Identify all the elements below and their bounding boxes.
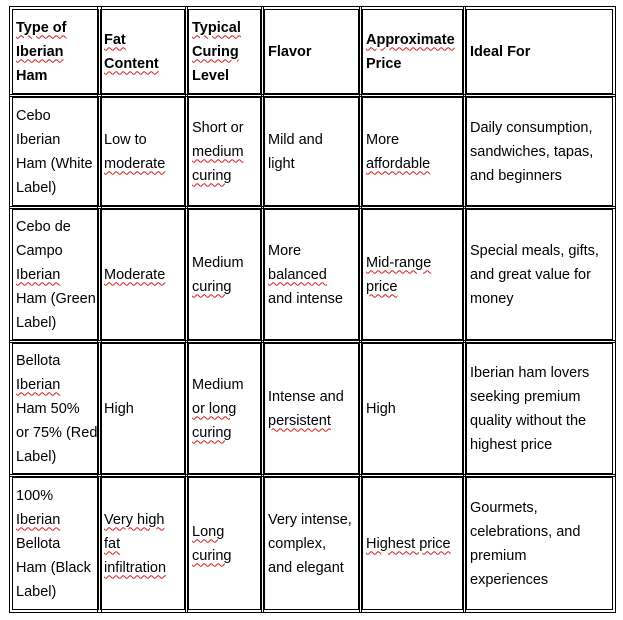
cell-text-line: price [366,278,398,295]
cell-text-line: Typical [192,19,241,36]
cell-text-line: money [470,290,514,307]
ham-comparison-table [8,8,616,614]
cell-text-line: highest price [470,436,553,453]
cell-text-line: High [366,400,396,417]
cell-text-line: balanced [268,266,327,283]
cell-text-line: Fat [104,31,126,48]
cell-text-line: and beginners [470,167,562,184]
cell-text-line: Medium [192,254,244,271]
fat-content-header [100,9,185,94]
cell-text-line: Bellota [16,352,61,369]
cell-text-line: Level [192,67,230,84]
cell-text-line: quality without the [470,412,587,429]
cell-text-line: sandwiches, tapas, [470,143,594,160]
cell-text-line: Special meals, gifts, [470,242,599,259]
cell-text-line: Long [192,523,225,540]
cell-text-line: Price [366,55,402,72]
cell-text-line: Ham 50% [16,400,80,417]
row-3-curing-level-cell [188,343,261,474]
ideal-for-header [466,9,613,94]
cell-text-line: Approximate [366,31,455,48]
row-4-flavor-cell [264,477,359,610]
cell-text-line: Highest price [366,535,451,552]
cell-text-line: Gourmets, [470,499,538,516]
cell-text-line: Low to [104,131,147,148]
cell-text-line: experiences [470,571,549,588]
cell-text-line: affordable [366,155,431,172]
row-2-flavor-cell [264,209,359,340]
cell-text-line: High [104,400,134,417]
row-1-ideal-for-cell [466,97,613,206]
cell-text-line: Ham [16,67,48,84]
cell-text-line: Iberian [16,131,61,148]
cell-text-line: celebrations, and [470,523,581,540]
curing-level-header [188,9,261,94]
cell-text-line: and intense [268,290,343,307]
cell-text-line: and elegant [268,559,344,576]
cell-text-line: Label) [16,314,57,331]
row-1-flavor-cell [264,97,359,206]
cell-text-line: Flavor [268,43,312,60]
cell-text-line: More [366,131,400,148]
cell-text-line: Moderate [104,266,166,283]
cell-text-line: infiltration [104,559,167,576]
cell-text-line: Iberian [16,43,64,60]
row-4-type-cell [12,477,99,610]
cell-text-line: Daily consumption, [470,119,593,136]
row-3-flavor-cell [264,343,359,474]
cell-text-line: Iberian [16,376,61,393]
cell-text-line: Medium [192,376,244,393]
cell-text-line: Ham (White [16,155,93,172]
cell-text-line: Mild and [268,131,323,148]
cell-text-line: complex, [268,535,327,552]
price-header [362,9,463,94]
cell-text-line: moderate [104,155,166,172]
cell-text-line: fat [104,535,121,552]
cell-text-line: More [268,242,302,259]
cell-text-line: medium [192,143,244,160]
cell-text-line: Ham (Green [16,290,96,307]
cell-text-line: Curing [192,43,239,60]
row-1-type-cell [12,97,99,206]
cell-text-line: Label) [16,179,57,196]
row-4-price-cell [362,477,463,610]
cell-text-line: Intense and [268,388,344,405]
cell-text-line: Short or [192,119,244,136]
cell-text-line: seeking premium [470,388,581,405]
row-4-fat-content-cell [100,477,185,610]
cell-text-line: Campo [16,242,63,259]
cell-text-line: Iberian [16,266,61,283]
row-3-ideal-for-cell [466,343,613,474]
cell-text-line: curing [192,547,232,564]
cell-text-line: Mid-range [366,254,432,271]
row-3-fat-content-cell [100,343,185,474]
row-2-fat-content-cell [100,209,185,340]
row-2-curing-level-cell [188,209,261,340]
row-2-type-cell [12,209,99,340]
cell-text-line: Label) [16,583,57,600]
cell-text-line: or 75% (Red [16,424,98,441]
cell-text-line: curing [192,167,232,184]
cell-text-line: Very high [104,511,165,528]
row-4-ideal-for-cell [466,477,613,610]
row-1-curing-level-cell [188,97,261,206]
cell-text-line: Very intense, [268,511,352,528]
cell-text-line: or long [192,400,237,417]
cell-text-line: persistent [268,412,331,429]
cell-text-line: and great value for [470,266,591,283]
row-1-fat-content-cell [100,97,185,206]
row-4-curing-level-cell [188,477,261,610]
cell-text-line: Cebo [16,107,51,124]
cell-text-line: Type of [16,19,67,36]
cell-text-line: Iberian [16,511,61,528]
cell-text-line: Content [104,55,159,72]
cell-text-line: Bellota [16,535,61,552]
cell-text-line: curing [192,278,232,295]
cell-text-line: Ideal For [470,43,531,60]
cell-text-line: 100% [16,487,54,504]
row-1-price-cell [362,97,463,206]
flavor-header [264,9,359,94]
row-2-ideal-for-cell [466,209,613,340]
cell-text-line: Iberian ham lovers [470,364,590,381]
cell-text-line: curing [192,424,232,441]
type-header [12,9,99,94]
cell-text-line: Ham (Black [16,559,91,576]
cell-text-line: light [268,155,295,172]
row-3-price-cell [362,343,463,474]
row-2-price-cell [362,209,463,340]
row-3-type-cell [12,343,99,474]
cell-text-line: Cebo de [16,218,71,235]
cell-text-line: Label) [16,448,57,465]
cell-text-line: premium [470,547,527,564]
